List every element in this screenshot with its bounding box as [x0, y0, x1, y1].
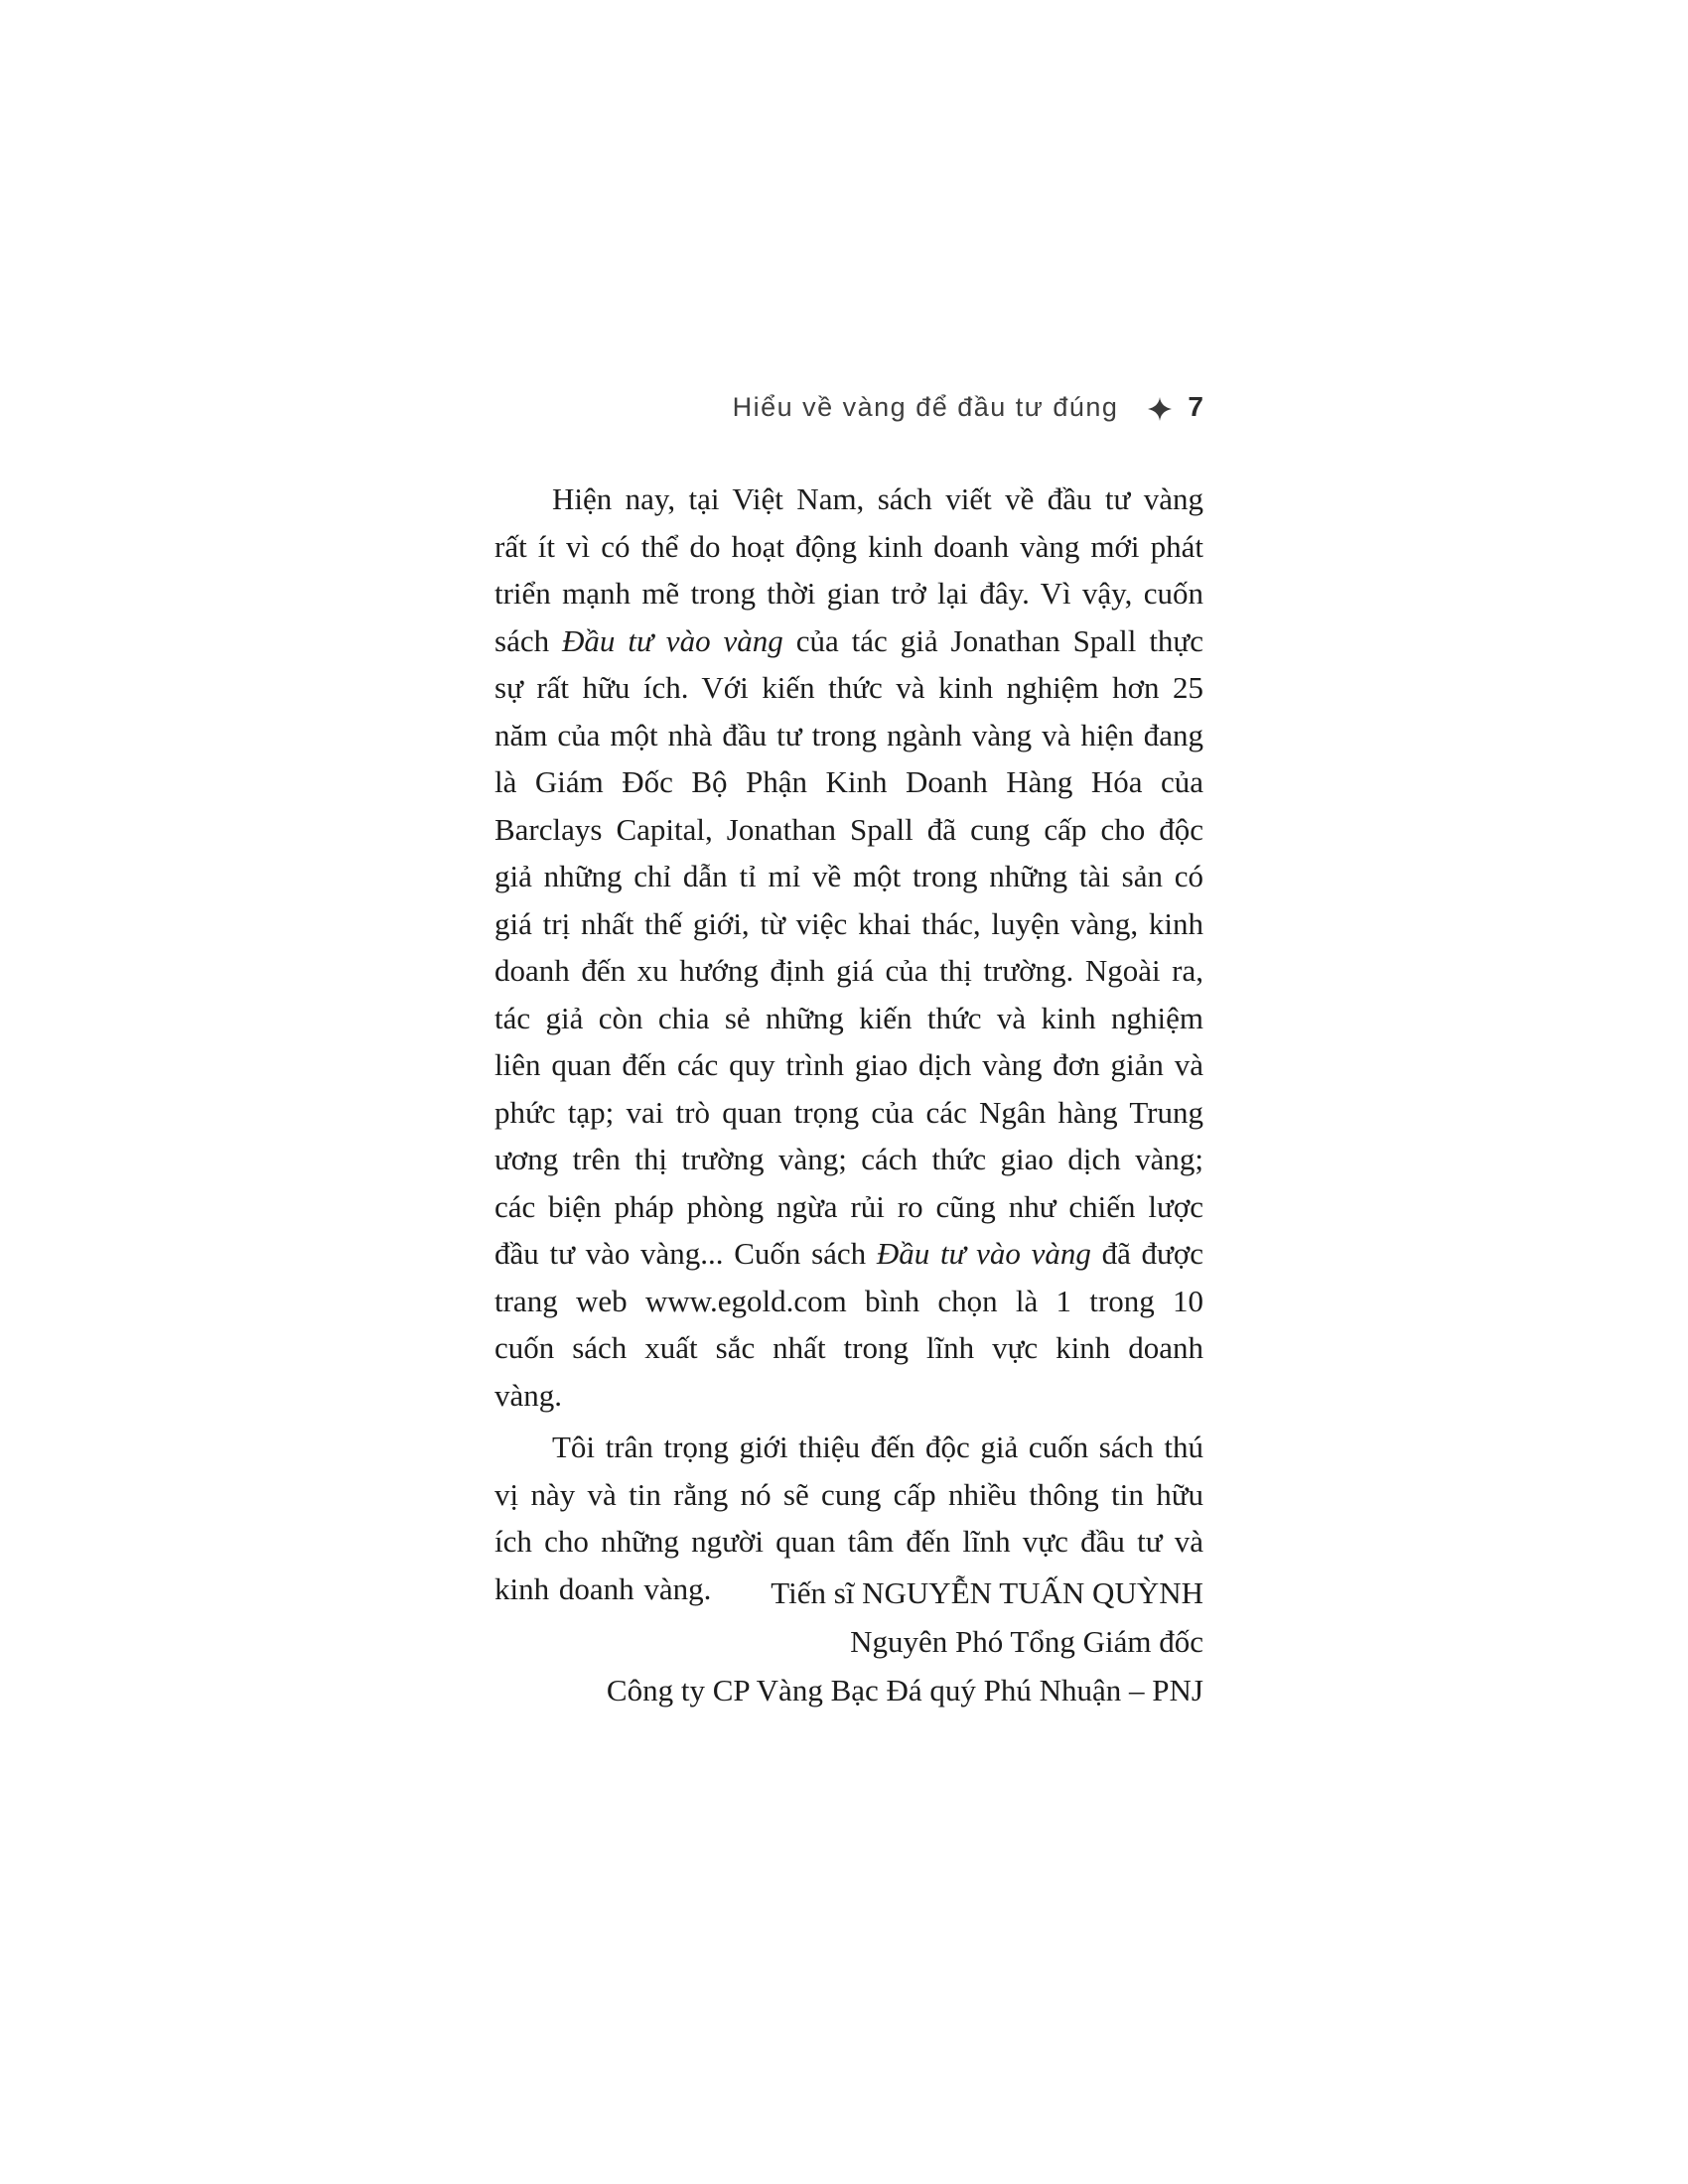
signature-block [494, 1569, 1203, 1714]
signature-role: Nguyên Phó Tổng Giám đốc [850, 1624, 1203, 1659]
paragraph-1 [494, 476, 1203, 1419]
paragraph-1-text: đã được trang web www.egold.com bình chọn là 1 trong 10 cuốn sách xuất sắc nhất trong lĩnh vực kinh doanh vàng. [494, 1236, 1203, 1413]
body-text [494, 476, 1203, 1612]
book-title-italic: Đầu tư vào vàng [562, 622, 783, 658]
paragraph-1-text: của tác giả Jonathan Spall thực sự rất hữu ích. Với kiến thức và kinh nghiệm hơn 25 năm của một nhà đầu tư trong ngành vàng và hiện đang là Giám Đốc Bộ Phận Kinh Doanh Hàng Hóa của Barclays Capital, Jonathan Spall đã cung cấp cho độc giả những chỉ dẫn tỉ mỉ về một trong những tài sản có giá trị nhất thế giới, từ việc khai thác, luyện vàng, kinh doanh đến xu hướng định giá của thị trường. Ngoài ra, tác giả còn chia sẻ những kiến thức và kinh nghiệm liên quan đến các quy trình giao dịch vàng đơn giản và phức tạp; vai trò quan trọng của các Ngân hàng Trung ương trên thị trường vàng; cách thức giao dịch vàng; các biện pháp phòng ngừa rủi ro cũng như chiến lược đầu tư vào vàng... Cuốn sách [494, 622, 1203, 1271]
book-title-italic: Đầu tư vào vàng [876, 1236, 1091, 1271]
running-head-title: Hiểu về vàng để đầu tư đúng [732, 392, 1119, 422]
four-point-star-icon [1148, 397, 1172, 421]
signature-company: Công ty CP Vàng Bạc Đá quý Phú Nhuận – PNJ [606, 1673, 1203, 1707]
paragraph-2-text: Tôi trân trọng giới thiệu đến độc giả cuốn sách thú vị này và tin rằng nó sẽ cung cấp nhiều thông tin hữu ích cho những người quan tâm đến lĩnh vực đầu tư và kinh doanh vàng. [494, 1430, 1203, 1606]
running-head [494, 391, 1203, 423]
signature-name: Tiến sĩ NGUYỄN TUẤN QUỲNH [771, 1575, 1203, 1610]
paragraph-1-text: Hiện nay, tại Việt Nam, sách viết về đầu tư vàng rất ít vì có thể do hoạt động kinh doanh vàng mới phát triển mạnh mẽ trong thời gian trở lại đây. Vì vậy, cuốn sách [494, 481, 1203, 658]
page-number: 7 [1188, 391, 1203, 422]
